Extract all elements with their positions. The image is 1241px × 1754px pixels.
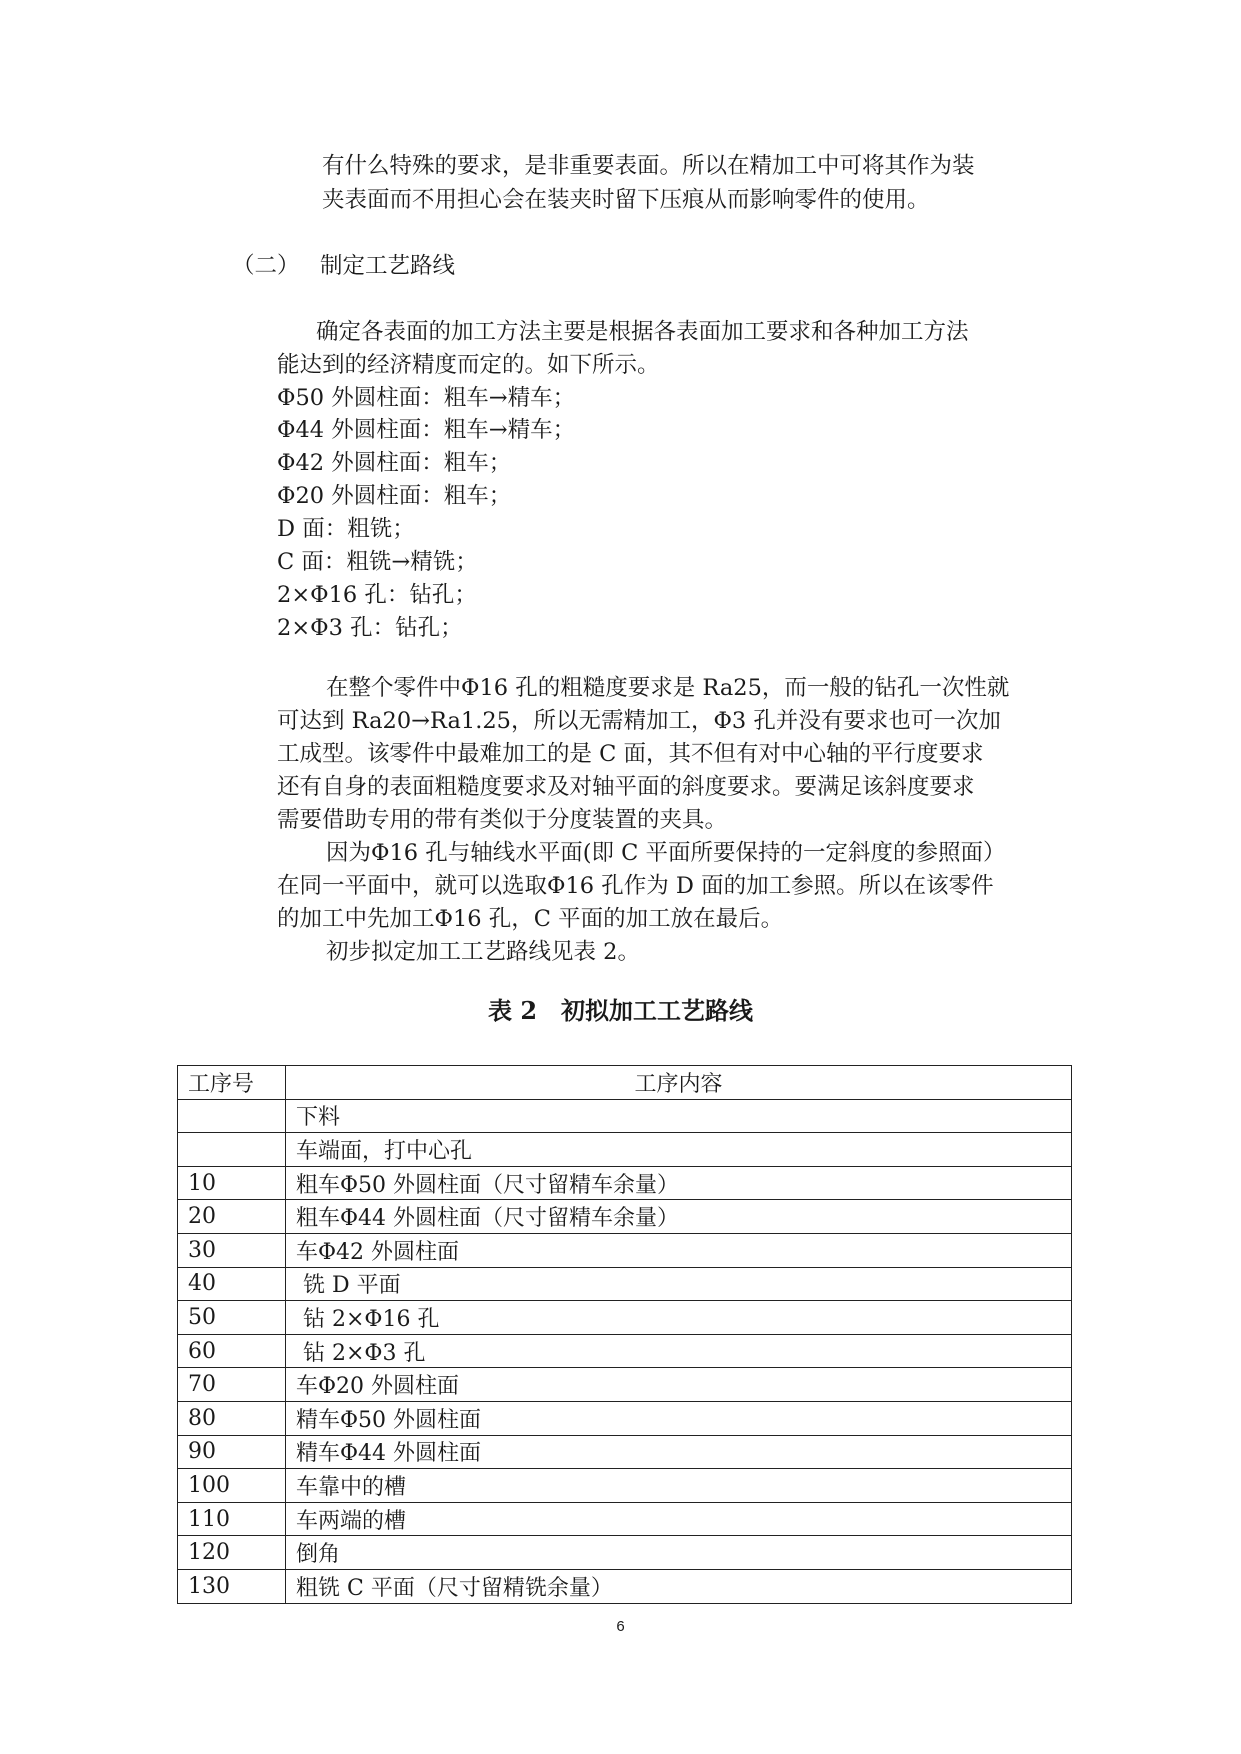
step-content: 车端面，打中心孔: [286, 1133, 1072, 1167]
step-content: 粗铣 C 平面（尺寸留精铣余量）: [286, 1569, 1072, 1603]
step-no: 100: [178, 1469, 286, 1503]
table-caption: 表 2 初拟加工工艺路线: [487, 996, 754, 1025]
analysis-p3-line: 初步拟定加工工艺路线见表 2。: [326, 939, 640, 965]
step-content: 车两端的槽: [286, 1502, 1072, 1536]
step-no: 80: [178, 1401, 286, 1435]
step-no: 50: [178, 1301, 286, 1335]
table-row: [178, 1200, 1072, 1234]
step-no: 30: [178, 1233, 286, 1267]
table-header-row: [178, 1066, 1072, 1100]
step-content: 钻 2×Φ3 孔: [286, 1334, 1072, 1368]
header-step-content: 工序内容: [286, 1066, 1072, 1100]
intro-line-2: 夹表面而不用担心会在装夹时留下压痕从而影响零件的使用。: [322, 187, 930, 213]
step-content: 下料: [286, 1099, 1072, 1133]
intro-line-1: 有什么特殊的要求，是非重要表面。所以在精加工中可将其作为装: [322, 153, 975, 179]
step-content: 精车Φ50 外圆柱面: [286, 1401, 1072, 1435]
analysis-p1-line: 需要借助专用的带有类似于分度装置的夹具。: [277, 807, 728, 833]
analysis-p2-line: 在同一平面中，就可以选取Φ16 孔作为 D 面的加工参照。所以在该零件: [277, 873, 994, 899]
table-row: [178, 1435, 1072, 1469]
section-title: 制定工艺路线: [320, 253, 456, 279]
page-number: 6: [616, 1618, 625, 1635]
analysis-p1-line: 在整个零件中Φ16 孔的粗糙度要求是 Ra25，而一般的钻孔一次性就: [326, 675, 1010, 701]
table-row: [178, 1502, 1072, 1536]
table-row: [178, 1166, 1072, 1200]
analysis-p1-line: 工成型。该零件中最难加工的是 C 面，其不但有对中心轴的平行度要求: [277, 741, 984, 767]
step-no: 40: [178, 1267, 286, 1301]
step-content: 钻 2×Φ16 孔: [286, 1301, 1072, 1335]
step-no: [178, 1133, 286, 1167]
header-step-no: 工序号: [178, 1066, 286, 1100]
step-content: 车Φ20 外圆柱面: [286, 1368, 1072, 1402]
method-item: Φ50 外圆柱面：粗车→精车；: [277, 385, 576, 411]
analysis-p2-line: 因为Φ16 孔与轴线水平面(即 C 平面所要保持的一定斜度的参照面）: [326, 840, 1006, 866]
method-item: 2×Φ3 孔：钻孔；: [277, 615, 463, 641]
step-no: 120: [178, 1536, 286, 1570]
table-row: [178, 1536, 1072, 1570]
step-no: 10: [178, 1166, 286, 1200]
analysis-p1-line: 可达到 Ra20→Ra1.25，所以无需精加工，Φ3 孔并没有要求也可一次加: [277, 708, 1001, 734]
method-item: D 面：粗铣；: [277, 516, 415, 542]
step-content: 精车Φ44 外圆柱面: [286, 1435, 1072, 1469]
table-row: [178, 1334, 1072, 1368]
step-no: 110: [178, 1502, 286, 1536]
table-row: [178, 1368, 1072, 1402]
step-content: 铣 D 平面: [286, 1267, 1072, 1301]
step-no: 90: [178, 1435, 286, 1469]
step-content: 车靠中的槽: [286, 1469, 1072, 1503]
method-item: Φ42 外圆柱面：粗车；: [277, 450, 512, 476]
table-row: [178, 1301, 1072, 1335]
method-item: C 面：粗铣→精铣；: [277, 549, 478, 575]
table-row: [178, 1099, 1072, 1133]
table-row: [178, 1569, 1072, 1603]
step-content: 粗车Φ50 外圆柱面（尺寸留精车余量）: [286, 1166, 1072, 1200]
analysis-p2-line: 的加工中先加工Φ16 孔，C 平面的加工放在最后。: [277, 906, 784, 932]
section-number: （二）: [232, 253, 300, 279]
analysis-p1-line: 还有自身的表面粗糙度要求及对轴平面的斜度要求。要满足该斜度要求: [277, 774, 975, 800]
step-no: [178, 1099, 286, 1133]
method-item: Φ44 外圆柱面：粗车→精车；: [277, 417, 576, 443]
step-no: 70: [178, 1368, 286, 1402]
table-row: [178, 1267, 1072, 1301]
step-content: 粗车Φ44 外圆柱面（尺寸留精车余量）: [286, 1200, 1072, 1234]
step-content: 车Φ42 外圆柱面: [286, 1233, 1072, 1267]
method-intro-line-1: 确定各表面的加工方法主要是根据各表面加工要求和各种加工方法: [316, 319, 969, 345]
method-item: Φ20 外圆柱面：粗车；: [277, 483, 512, 509]
table-row: [178, 1233, 1072, 1267]
method-intro-line-2: 能达到的经济精度而定的。如下所示。: [277, 352, 660, 378]
table-row: [178, 1469, 1072, 1503]
method-item: 2×Φ16 孔：钻孔；: [277, 582, 477, 608]
process-route-table: [177, 1065, 1072, 1604]
step-no: 130: [178, 1569, 286, 1603]
table-row: [178, 1401, 1072, 1435]
table-row: [178, 1133, 1072, 1167]
step-no: 20: [178, 1200, 286, 1234]
step-content: 倒角: [286, 1536, 1072, 1570]
step-no: 60: [178, 1334, 286, 1368]
